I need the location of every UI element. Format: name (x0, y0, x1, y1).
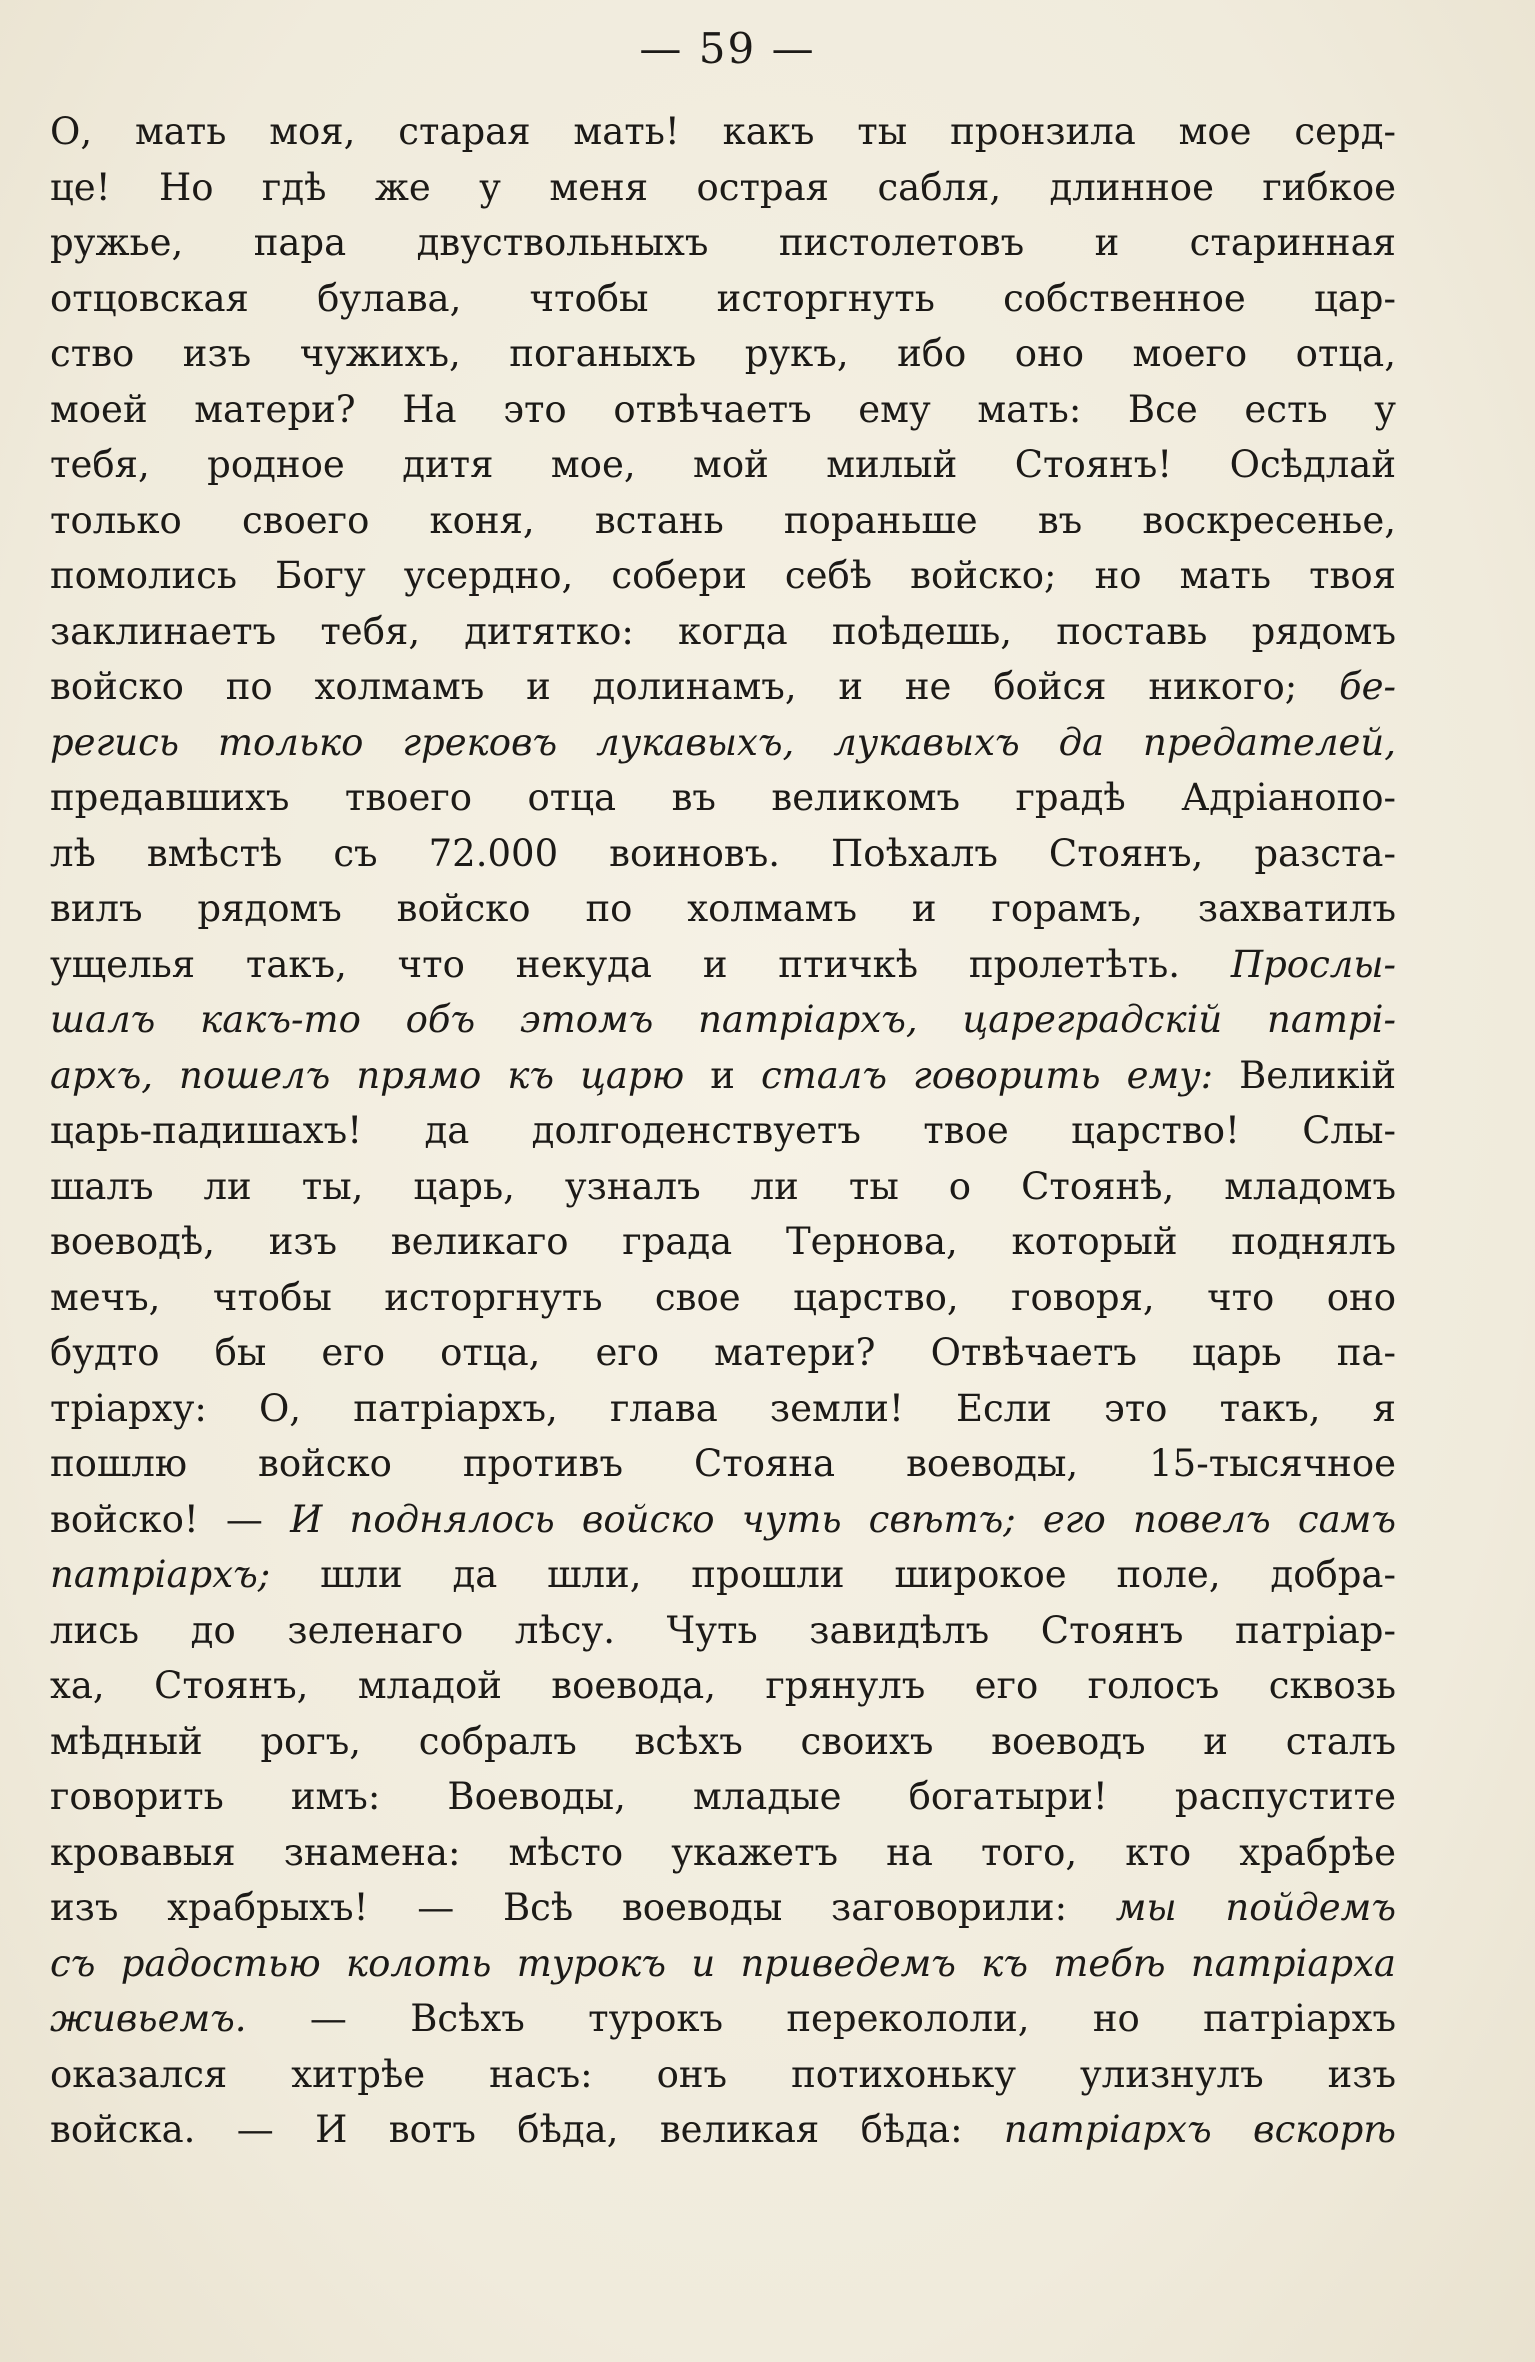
text-line (50, 1159, 1396, 1215)
text-line (50, 715, 1396, 771)
text-segment: и (684, 1053, 761, 1097)
text-line (50, 2047, 1396, 2103)
text-segment: войско! — (50, 1497, 291, 1541)
text-segment: кровавыя знамена: мѣсто укажетъ на того, кто храбрѣе (50, 1830, 1396, 1874)
text-segment: ство изъ чужихъ, поганыхъ рукъ, ибо оно моего отца, (50, 332, 1396, 375)
italic-text-segment: Прослы- (1230, 942, 1396, 986)
text-line (50, 1936, 1396, 1992)
text-segment: шалъ ли ты, царь, узналъ ли ты о Стоянѣ, младомъ (50, 1164, 1396, 1208)
text-segment: ущелья такъ, что некуда и птичкѣ пролетѣть. (50, 942, 1231, 986)
text-segment: — Всѣхъ турокъ перекололи, но патріархъ (246, 1997, 1396, 2040)
text-segment: моей матери? На это отвѣчаетъ ему мать: Все есть у (50, 387, 1396, 431)
text-segment: говорить имъ: Воеводы, младые богатыри! распустите (50, 1775, 1396, 1818)
text-line (50, 326, 1396, 382)
text-line (50, 1214, 1396, 1270)
text-line (50, 1270, 1396, 1326)
text-line (50, 1381, 1396, 1437)
text-line (50, 1325, 1396, 1381)
text-line (50, 1603, 1396, 1659)
body-text (50, 104, 1396, 2158)
text-line (50, 160, 1396, 216)
italic-text-segment: живьемъ. (50, 1997, 247, 2040)
text-line (50, 659, 1396, 715)
text-segment: О, мать моя, старая мать! какъ ты пронзила мое серд- (50, 110, 1396, 153)
text-line (50, 1436, 1396, 1492)
text-segment: помолись Богу усердно, собери себѣ войско; но мать твоя (50, 554, 1396, 597)
text-segment: войско по холмамъ и долинамъ, и не бойся никого; (50, 665, 1340, 708)
text-segment: лѣ вмѣстѣ съ 72.000 воиновъ. Поѣхалъ Стоянъ, разста- (50, 831, 1396, 875)
text-line (50, 826, 1396, 882)
text-line (50, 271, 1396, 327)
text-segment: воеводѣ, изъ великаго града Тернова, который поднялъ (50, 1220, 1396, 1263)
text-segment: предавшихъ твоего отца въ великомъ градѣ Адріанопо- (50, 776, 1396, 819)
text-segment: лись до зеленаго лѣсу. Чуть завидѣлъ Стоянъ патріар- (50, 1608, 1396, 1652)
text-line (50, 937, 1396, 993)
italic-text-segment: бе- (1339, 665, 1396, 708)
text-line (50, 1714, 1396, 1770)
italic-text-segment: съ радостью колоть турокъ и приведемъ къ тебѣ патріарха (50, 1941, 1396, 1985)
text-line (50, 1880, 1396, 1936)
text-line (50, 1769, 1396, 1825)
italic-text-segment: регись только грековъ лукавыхъ, лукавыхъ да предателей, (50, 720, 1396, 764)
text-segment: отцовская булава, чтобы исторгнуть собственное цар- (50, 276, 1396, 320)
text-line (50, 1492, 1396, 1548)
text-segment: только своего коня, встань пораньше въ воскресенье, (50, 498, 1396, 542)
text-line (50, 604, 1396, 660)
page-number: — 59 — (639, 24, 816, 73)
italic-text-segment: патріархъ вскорѣ (1003, 2108, 1396, 2151)
text-line (50, 1048, 1396, 1104)
text-segment: Великій (1213, 1053, 1396, 1097)
text-segment: тріарху: О, патріархъ, глава земли! Если это такъ, я (50, 1386, 1396, 1430)
italic-text-segment: мы пойдемъ (1115, 1886, 1396, 1929)
text-segment: шли да шли, прошли широкое поле, добра- (270, 1553, 1396, 1596)
text-line (50, 548, 1396, 604)
text-segment: мѣдный рогъ, собралъ всѣхъ своихъ воеводъ и сталъ (50, 1719, 1396, 1763)
text-line (50, 1103, 1396, 1159)
text-line (50, 992, 1396, 1048)
text-line (50, 382, 1396, 438)
text-line (50, 1658, 1396, 1714)
text-line (50, 493, 1396, 549)
text-line (50, 437, 1396, 493)
text-line (50, 1547, 1396, 1603)
text-line (50, 215, 1396, 271)
text-line (50, 1825, 1396, 1881)
text-segment: заклинаетъ тебя, дитятко: когда поѣдешь, поставь рядомъ (50, 609, 1396, 653)
italic-text-segment: архъ, пошелъ прямо къ царю (50, 1053, 685, 1097)
text-segment: це! Но гдѣ же у меня острая сабля, длинное гибкое (50, 165, 1396, 209)
text-segment: оказался хитрѣе насъ: онъ потихоньку улизнулъ изъ (50, 2052, 1396, 2096)
text-line (50, 881, 1396, 937)
text-segment: тебя, родное дитя мое, мой милый Стоянъ! Осѣдлай (50, 443, 1396, 486)
text-segment: будто бы его отца, его матери? Отвѣчаетъ царь па- (50, 1331, 1396, 1374)
text-line (50, 770, 1396, 826)
text-segment: ха, Стоянъ, младой воевода, грянулъ его голосъ сквозь (50, 1664, 1396, 1707)
text-segment: войска. — И вотъ бѣда, великая бѣда: (50, 2108, 1004, 2151)
text-segment: пошлю войско противъ Стояна воеводы, 15-тысячное (50, 1442, 1396, 1485)
text-segment: вилъ рядомъ войско по холмамъ и горамъ, захватилъ (50, 887, 1396, 930)
text-segment: мечъ, чтобы исторгнуть свое царство, говоря, что оно (50, 1275, 1396, 1319)
text-segment: царь-падишахъ! да долгоденствуетъ твое царство! Слы- (50, 1109, 1396, 1152)
text-line (50, 1991, 1396, 2047)
text-segment: ружье, пара двуствольныхъ пистолетовъ и старинная (50, 221, 1396, 264)
italic-text-segment: патріархъ; (50, 1553, 271, 1596)
text-line (50, 104, 1396, 160)
italic-text-segment: И поднялось войско чуть свѣтъ; его повелъ самъ (290, 1497, 1396, 1541)
italic-text-segment: шалъ какъ-то объ этомъ патріархъ, цареградскій патрі- (50, 998, 1396, 1041)
text-segment: изъ храбрыхъ! — Всѣ воеводы заговорили: (50, 1886, 1116, 1929)
text-line (50, 2102, 1396, 2158)
italic-text-segment: сталъ говорить ему: (760, 1053, 1214, 1097)
